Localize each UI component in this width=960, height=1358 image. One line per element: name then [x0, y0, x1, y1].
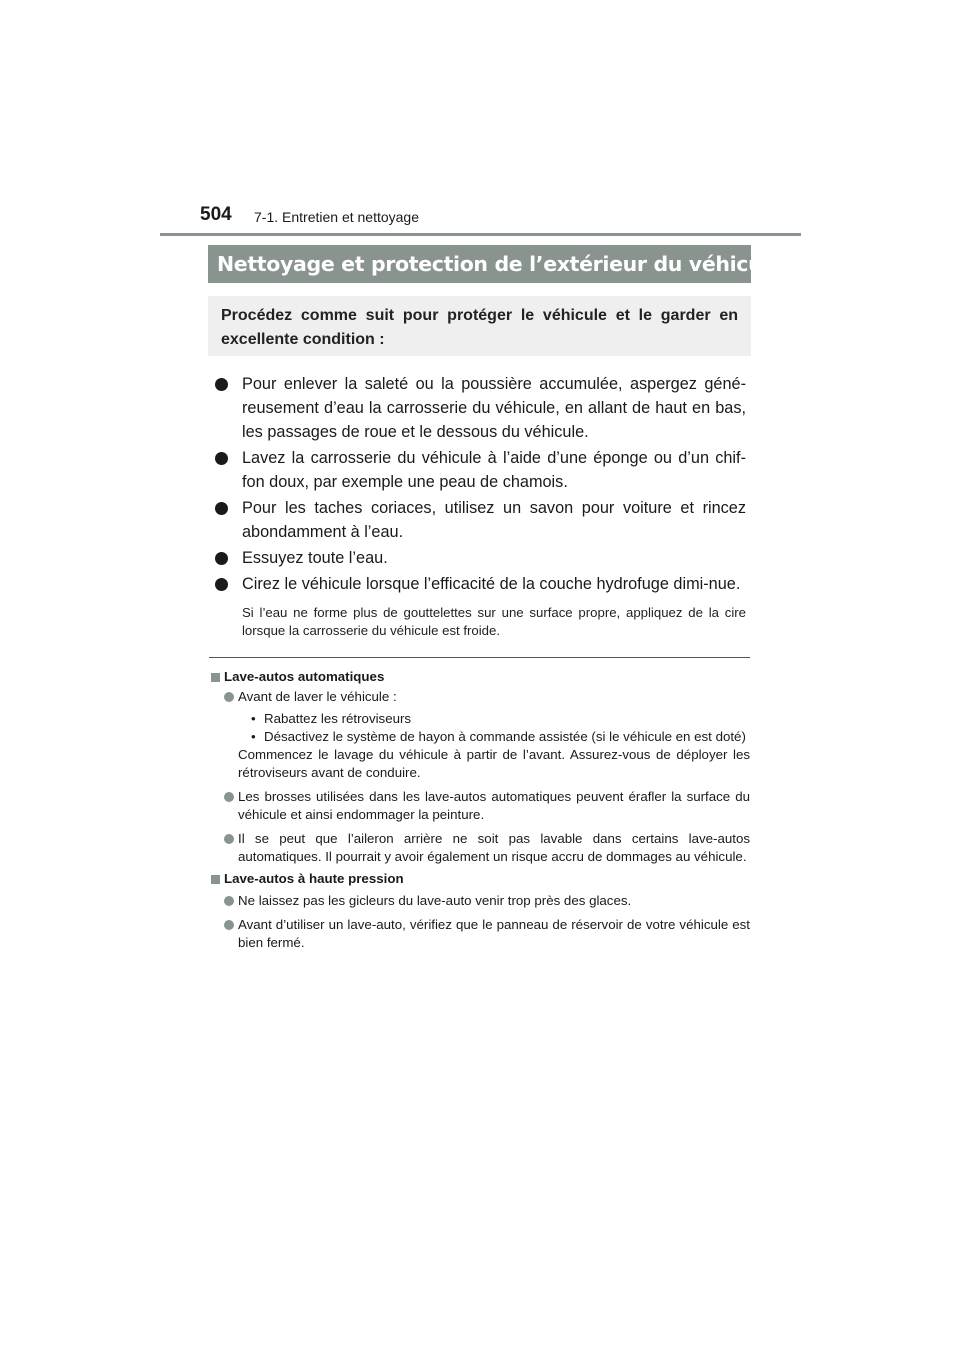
step-text: Pour enlever la saleté ou la poussière accumulée, aspergez géné-reusement d’eau la carrosserie du véhicule, en allant de haut en bas, les passages de roue et le dessous du véhicule.	[242, 375, 746, 441]
section-label: 7-1. Entretien et nettoyage	[254, 209, 419, 225]
bullet-icon	[215, 578, 228, 591]
note-item-text: Ne laissez pas les gicleurs du lave-auto venir trop près des glaces.	[238, 893, 632, 908]
sub-item-text: Désactivez le système de hayon à commande assistée (si le véhicule en est doté)	[264, 729, 746, 744]
steps-note: Si l’eau ne forme plus de gouttelettes sur une surface propre, appliquez de la cire lorsque la carrosserie du véhicule est froide.	[242, 605, 746, 638]
page-title: Nettoyage et protection de l’extérieur du véhicule	[217, 252, 783, 276]
note-item-text: Commencez le lavage du véhicule à partir de l’avant. Assurez-vous de déployer les rétroviseurs avant de conduire.	[238, 747, 750, 780]
note-item-text: Il se peut que l’aileron arrière ne soit pas lavable dans certains lave-autos automatiques. Il pourrait y avoir également un risque accru de dommages au véhicule.	[238, 831, 750, 864]
note-item	[224, 788, 750, 824]
bullet-icon	[215, 378, 228, 391]
bullet-icon	[215, 502, 228, 515]
note-heading	[211, 668, 750, 686]
note-item	[224, 688, 750, 782]
note-item-text: Avant de laver le véhicule :	[238, 689, 397, 704]
bullet-icon	[215, 452, 228, 465]
page-number: 504	[200, 204, 232, 225]
list-item	[214, 446, 746, 494]
step-text: Lavez la carrosserie du véhicule à l’aide d’une éponge ou d’un chif-fon doux, par exemple une peau de chamois.	[242, 449, 746, 491]
note-item-text: Les brosses utilisées dans les lave-autos automatiques peuvent érafler la surface du véhicule et ainsi endommager la peinture.	[238, 789, 750, 822]
bullet-icon	[215, 552, 228, 565]
step-text: Cirez le véhicule lorsque l’efficacité de la couche hydrofuge dimi-nue.	[242, 575, 741, 593]
note-heading	[211, 870, 750, 888]
note-heading-text: Lave-autos à haute pression	[224, 871, 404, 886]
intro-text: Procédez comme suit pour protéger le véhicule et le garder en excellente condition :	[221, 307, 738, 348]
bullet-icon	[224, 896, 234, 906]
step-text: Pour les taches coriaces, utilisez un savon pour voiture et rincez abondamment à l’eau.	[242, 499, 746, 541]
step-text: Essuyez toute l’eau.	[242, 549, 388, 567]
title-bar	[208, 245, 783, 283]
intro-box	[208, 296, 751, 356]
bullet-icon	[224, 792, 234, 802]
list-item	[214, 372, 746, 444]
sub-item-text: Rabattez les rétroviseurs	[264, 711, 412, 726]
note-item	[224, 916, 750, 952]
sub-item	[238, 710, 750, 728]
note-item	[224, 830, 750, 866]
notes-section	[211, 666, 750, 952]
list-item	[214, 496, 746, 544]
list-item	[214, 572, 746, 596]
steps-list	[214, 372, 746, 640]
note-item	[224, 892, 750, 910]
dot-mark: •	[251, 729, 256, 744]
sub-item	[238, 728, 750, 746]
bullet-icon	[224, 834, 234, 844]
section-divider	[209, 657, 750, 658]
note-item-text: Avant d’utiliser un lave-auto, vérifiez que le panneau de réservoir de votre véhicule est bien fermé.	[238, 917, 750, 950]
square-bullet-icon	[211, 673, 220, 682]
list-item	[214, 546, 746, 570]
bullet-icon	[224, 692, 234, 702]
header-rule	[160, 233, 801, 236]
dot-mark: •	[251, 711, 256, 726]
note-heading-text: Lave-autos automatiques	[224, 669, 385, 684]
square-bullet-icon	[211, 875, 220, 884]
bullet-icon	[224, 920, 234, 930]
